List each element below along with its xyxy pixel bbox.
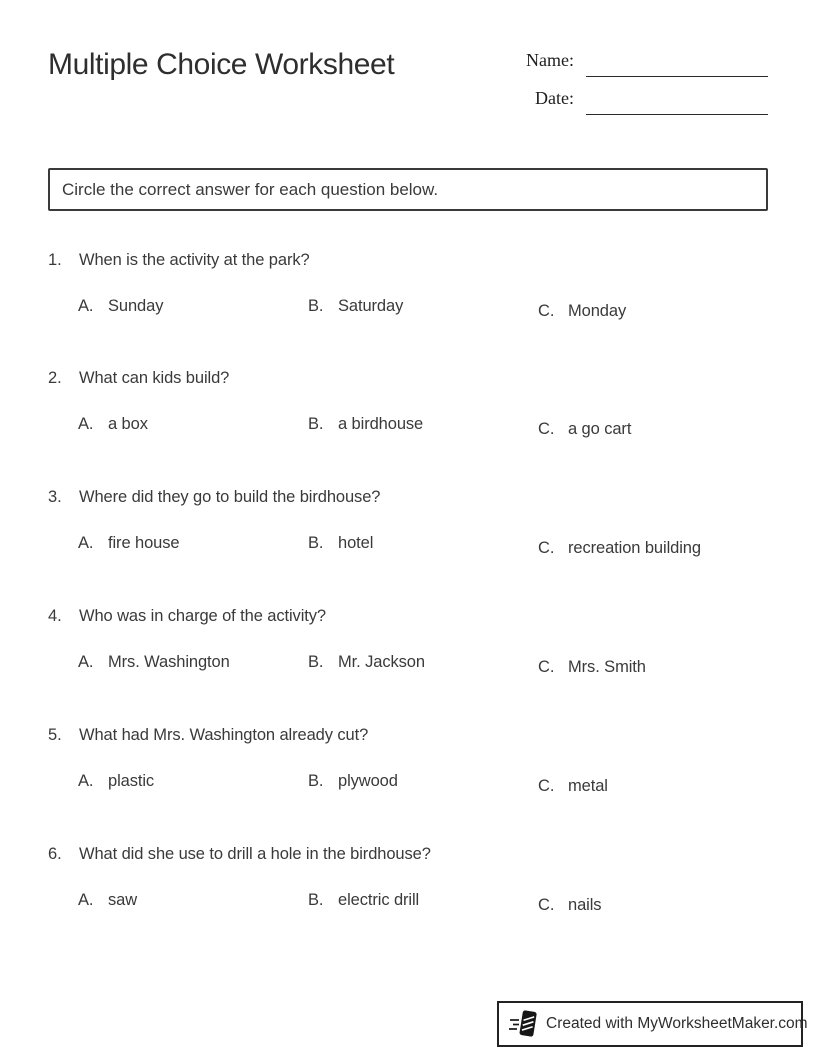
option-letter: B. bbox=[308, 297, 324, 315]
question-line bbox=[48, 368, 768, 388]
option-b bbox=[308, 534, 373, 553]
footer-credit-link[interactable]: Created with MyWorksheetMaker.com bbox=[546, 1015, 808, 1032]
option-c bbox=[538, 896, 601, 915]
option-b bbox=[308, 653, 425, 672]
option-label: Mrs. Smith bbox=[568, 658, 646, 676]
option-letter: C. bbox=[538, 302, 555, 320]
option-b bbox=[308, 891, 419, 910]
question-1 bbox=[48, 250, 768, 320]
name-row bbox=[516, 48, 768, 77]
option-letter: A. bbox=[78, 891, 94, 909]
option-label: Monday bbox=[568, 302, 627, 320]
option-label: fire house bbox=[108, 534, 180, 552]
option-label: Sunday bbox=[108, 297, 164, 315]
question-4 bbox=[48, 606, 768, 676]
option-letter: B. bbox=[308, 534, 324, 552]
question-text: What can kids build? bbox=[79, 369, 230, 387]
option-label: electric drill bbox=[338, 891, 420, 909]
question-5 bbox=[48, 725, 768, 795]
date-row bbox=[516, 86, 768, 115]
question-line bbox=[48, 606, 768, 626]
question-line bbox=[48, 844, 768, 864]
footer-credit-box bbox=[497, 1001, 808, 1047]
option-a bbox=[78, 534, 179, 553]
question-number: 5. bbox=[48, 726, 62, 744]
option-letter: B. bbox=[308, 415, 324, 433]
option-letter: A. bbox=[78, 653, 94, 671]
option-c bbox=[538, 420, 631, 439]
option-label: recreation building bbox=[568, 539, 701, 557]
name-label: Name: bbox=[526, 50, 574, 70]
options-row bbox=[48, 534, 768, 560]
option-c bbox=[538, 302, 626, 321]
question-line bbox=[48, 725, 768, 745]
option-b bbox=[308, 772, 398, 791]
option-label: Mr. Jackson bbox=[338, 653, 425, 671]
option-label: plastic bbox=[108, 772, 155, 790]
option-letter: A. bbox=[78, 415, 94, 433]
name-date-block bbox=[516, 48, 768, 115]
options-row bbox=[48, 297, 768, 323]
option-letter: C. bbox=[538, 777, 555, 795]
option-letter: A. bbox=[78, 297, 94, 315]
question-text: Who was in charge of the activity? bbox=[79, 607, 326, 625]
option-letter: B. bbox=[308, 891, 324, 909]
question-text: Where did they go to build the birdhouse? bbox=[79, 488, 381, 506]
question-number: 3. bbox=[48, 488, 62, 506]
question-number: 4. bbox=[48, 607, 62, 625]
question-text: What did she use to drill a hole in the birdhouse? bbox=[79, 845, 431, 863]
option-label: Mrs. Washington bbox=[108, 653, 230, 671]
option-letter: A. bbox=[78, 534, 94, 552]
option-label: Saturday bbox=[338, 297, 404, 315]
option-c bbox=[538, 658, 646, 677]
option-a bbox=[78, 653, 230, 672]
option-a bbox=[78, 772, 154, 791]
option-label: metal bbox=[568, 777, 608, 795]
instructions-box bbox=[48, 168, 768, 211]
option-letter: C. bbox=[538, 539, 555, 557]
instructions-text: Circle the correct answer for each question below. bbox=[62, 179, 439, 199]
options-row bbox=[48, 653, 768, 679]
option-a bbox=[78, 415, 148, 434]
option-b bbox=[308, 415, 423, 434]
options-row bbox=[48, 772, 768, 798]
question-3 bbox=[48, 487, 768, 557]
option-label: a birdhouse bbox=[338, 415, 424, 433]
question-number: 6. bbox=[48, 845, 62, 863]
option-a bbox=[78, 891, 137, 910]
question-6 bbox=[48, 844, 768, 914]
name-blank-line bbox=[586, 48, 768, 77]
option-letter: B. bbox=[308, 772, 324, 790]
question-2 bbox=[48, 368, 768, 438]
option-a bbox=[78, 297, 163, 316]
option-label: plywood bbox=[338, 772, 398, 790]
option-letter: A. bbox=[78, 772, 94, 790]
option-label: nails bbox=[568, 896, 602, 914]
page-title: Multiple Choice Worksheet bbox=[48, 48, 395, 81]
date-label: Date: bbox=[535, 88, 574, 108]
question-number: 1. bbox=[48, 251, 62, 269]
question-line bbox=[48, 487, 768, 507]
option-label: hotel bbox=[338, 534, 374, 552]
question-line bbox=[48, 250, 768, 270]
option-label: a go cart bbox=[568, 420, 632, 438]
options-row bbox=[48, 891, 768, 917]
option-label: a box bbox=[108, 415, 148, 433]
option-c bbox=[538, 777, 608, 796]
date-blank-line bbox=[586, 86, 768, 115]
flying-worksheet-icon bbox=[509, 1007, 539, 1041]
question-text: What had Mrs. Washington already cut? bbox=[79, 726, 369, 744]
option-b bbox=[308, 297, 403, 316]
options-row bbox=[48, 415, 768, 441]
option-letter: C. bbox=[538, 896, 555, 914]
option-letter: C. bbox=[538, 658, 555, 676]
option-label: saw bbox=[108, 891, 138, 909]
option-letter: B. bbox=[308, 653, 324, 671]
option-c bbox=[538, 539, 701, 558]
question-text: When is the activity at the park? bbox=[79, 251, 310, 269]
question-number: 2. bbox=[48, 369, 62, 387]
option-letter: C. bbox=[538, 420, 555, 438]
